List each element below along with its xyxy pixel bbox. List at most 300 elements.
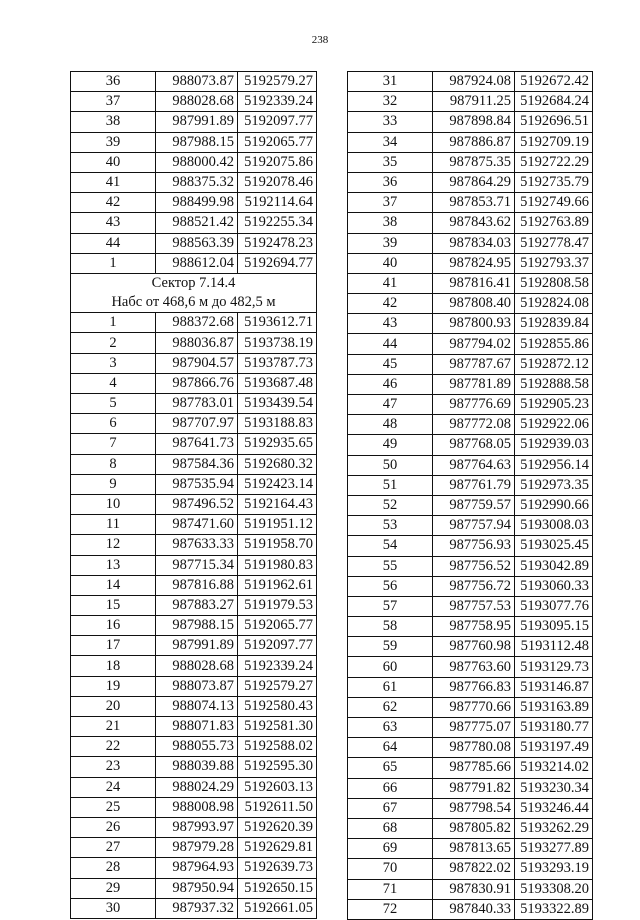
x-coordinate: 987840.33: [433, 899, 515, 919]
table-row: [71, 535, 317, 555]
x-coordinate: 988375.32: [156, 172, 238, 192]
point-number: 58: [348, 617, 433, 637]
y-coordinate: 5192097.77: [238, 112, 317, 132]
point-number: 61: [348, 677, 433, 697]
x-coordinate: 987535.94: [156, 474, 238, 494]
x-coordinate: 988039.88: [156, 757, 238, 777]
point-number: 29: [71, 878, 156, 898]
table-row: [71, 434, 317, 454]
table-row: [71, 394, 317, 414]
y-coordinate: 5192722.29: [515, 152, 593, 172]
table-row: [348, 495, 593, 515]
point-number: 63: [348, 718, 433, 738]
point-number: 41: [348, 273, 433, 293]
x-coordinate: 987816.41: [433, 273, 515, 293]
point-number: 42: [71, 193, 156, 213]
y-coordinate: 5192580.43: [238, 696, 317, 716]
y-coordinate: 5192423.14: [238, 474, 317, 494]
y-coordinate: 5192973.35: [515, 475, 593, 495]
point-number: 7: [71, 434, 156, 454]
y-coordinate: 5193308.20: [515, 879, 593, 899]
y-coordinate: 5192639.73: [238, 858, 317, 878]
x-coordinate: 987783.01: [156, 394, 238, 414]
point-number: 12: [71, 535, 156, 555]
x-coordinate: 987808.40: [433, 294, 515, 314]
point-number: 13: [71, 555, 156, 575]
x-coordinate: 987633.33: [156, 535, 238, 555]
y-coordinate: 5192905.23: [515, 395, 593, 415]
table-row: [71, 92, 317, 112]
x-coordinate: 987822.02: [433, 859, 515, 879]
table-row: [348, 859, 593, 879]
point-number: 16: [71, 616, 156, 636]
y-coordinate: 5193787.73: [238, 353, 317, 373]
point-number: 36: [348, 172, 433, 192]
point-number: 44: [348, 334, 433, 354]
table-row: [348, 354, 593, 374]
x-coordinate: 987715.34: [156, 555, 238, 575]
x-coordinate: 987830.91: [433, 879, 515, 899]
x-coordinate: 987805.82: [433, 818, 515, 838]
table-row: [71, 858, 317, 878]
point-number: 21: [71, 717, 156, 737]
y-coordinate: 5193246.44: [515, 798, 593, 818]
y-coordinate: 5193230.34: [515, 778, 593, 798]
table-row: [348, 435, 593, 455]
point-number: 70: [348, 859, 433, 879]
table-row: [71, 757, 317, 777]
x-coordinate: 987924.08: [433, 72, 515, 92]
point-number: 64: [348, 738, 433, 758]
point-number: 52: [348, 495, 433, 515]
table-row: [71, 213, 317, 233]
y-coordinate: 5192603.13: [238, 777, 317, 797]
y-coordinate: 5192749.66: [515, 193, 593, 213]
table-row: [348, 596, 593, 616]
x-coordinate: 987875.35: [433, 152, 515, 172]
x-coordinate: 987584.36: [156, 454, 238, 474]
x-coordinate: 987772.08: [433, 415, 515, 435]
table-row: [348, 738, 593, 758]
y-coordinate: 5193262.29: [515, 818, 593, 838]
y-coordinate: 5193146.87: [515, 677, 593, 697]
x-coordinate: 987991.89: [156, 636, 238, 656]
right-coordinate-table: [347, 71, 593, 920]
x-coordinate: 987776.69: [433, 395, 515, 415]
y-coordinate: 5192581.30: [238, 717, 317, 737]
y-coordinate: 5193322.89: [515, 899, 593, 919]
point-number: 15: [71, 595, 156, 615]
x-coordinate: 987964.93: [156, 858, 238, 878]
table-row: [348, 839, 593, 859]
point-number: 40: [71, 152, 156, 172]
x-coordinate: 987853.71: [433, 193, 515, 213]
sector-title: Сектор 7.14.4: [71, 273, 317, 293]
x-coordinate: 987787.67: [433, 354, 515, 374]
x-coordinate: 987798.54: [433, 798, 515, 818]
point-number: 9: [71, 474, 156, 494]
point-number: 24: [71, 777, 156, 797]
y-coordinate: 5192855.86: [515, 334, 593, 354]
point-number: 34: [348, 132, 433, 152]
point-number: 26: [71, 817, 156, 837]
point-number: 17: [71, 636, 156, 656]
table-row: [71, 353, 317, 373]
x-coordinate: 988028.68: [156, 92, 238, 112]
y-coordinate: 5192650.15: [238, 878, 317, 898]
table-row: [348, 233, 593, 253]
point-number: 33: [348, 112, 433, 132]
point-number: 19: [71, 676, 156, 696]
table-row: [71, 515, 317, 535]
point-number: 72: [348, 899, 433, 919]
y-coordinate: 5192808.58: [515, 273, 593, 293]
y-coordinate: 5193188.83: [238, 414, 317, 434]
x-coordinate: 987824.95: [433, 253, 515, 273]
y-coordinate: 5193214.02: [515, 758, 593, 778]
y-coordinate: 5191958.70: [238, 535, 317, 555]
y-coordinate: 5192075.86: [238, 152, 317, 172]
x-coordinate: 988372.68: [156, 313, 238, 333]
x-coordinate: 987641.73: [156, 434, 238, 454]
y-coordinate: 5192339.24: [238, 92, 317, 112]
table-row: [348, 92, 593, 112]
x-coordinate: 987761.79: [433, 475, 515, 495]
point-number: 71: [348, 879, 433, 899]
x-coordinate: 987950.94: [156, 878, 238, 898]
point-number: 30: [71, 898, 156, 918]
y-coordinate: 5192579.27: [238, 676, 317, 696]
x-coordinate: 987764.63: [433, 455, 515, 475]
y-coordinate: 5192824.08: [515, 294, 593, 314]
point-number: 49: [348, 435, 433, 455]
y-coordinate: 5192709.19: [515, 132, 593, 152]
point-number: 27: [71, 838, 156, 858]
y-coordinate: 5192793.37: [515, 253, 593, 273]
point-number: 5: [71, 394, 156, 414]
table-row: [348, 677, 593, 697]
y-coordinate: 5192620.39: [238, 817, 317, 837]
y-coordinate: 5192629.81: [238, 838, 317, 858]
y-coordinate: 5191962.61: [238, 575, 317, 595]
table-row: [348, 657, 593, 677]
table-row: [71, 898, 317, 918]
x-coordinate: 987757.53: [433, 596, 515, 616]
y-coordinate: 5192888.58: [515, 374, 593, 394]
sector-subtitle: Набс от 468,6 м до 482,5 м: [71, 293, 317, 313]
y-coordinate: 5193163.89: [515, 697, 593, 717]
y-coordinate: 5192114.64: [238, 193, 317, 213]
table-row: [71, 878, 317, 898]
point-number: 37: [348, 193, 433, 213]
table-row: [71, 414, 317, 434]
point-number: 69: [348, 839, 433, 859]
table-row: [348, 798, 593, 818]
x-coordinate: 988055.73: [156, 737, 238, 757]
x-coordinate: 987883.27: [156, 595, 238, 615]
left-coordinate-table: [70, 71, 317, 919]
y-coordinate: 5191980.83: [238, 555, 317, 575]
x-coordinate: 988563.39: [156, 233, 238, 253]
y-coordinate: 5192078.46: [238, 172, 317, 192]
x-coordinate: 987979.28: [156, 838, 238, 858]
table-row: [348, 314, 593, 334]
table-row: [348, 899, 593, 919]
table-row: [348, 455, 593, 475]
x-coordinate: 987937.32: [156, 898, 238, 918]
point-number: 35: [348, 152, 433, 172]
y-coordinate: 5193060.33: [515, 576, 593, 596]
table-row: [71, 313, 317, 333]
x-coordinate: 987843.62: [433, 213, 515, 233]
x-coordinate: 987775.07: [433, 718, 515, 738]
table-row: [348, 152, 593, 172]
y-coordinate: 5192922.06: [515, 415, 593, 435]
y-coordinate: 5192735.79: [515, 172, 593, 192]
point-number: 48: [348, 415, 433, 435]
table-row: [71, 838, 317, 858]
x-coordinate: 987813.65: [433, 839, 515, 859]
y-coordinate: 5193738.19: [238, 333, 317, 353]
point-number: 51: [348, 475, 433, 495]
x-coordinate: 987763.60: [433, 657, 515, 677]
table-row: [71, 636, 317, 656]
table-row: [348, 879, 593, 899]
table-row: [71, 696, 317, 716]
y-coordinate: 5192696.51: [515, 112, 593, 132]
table-row: [71, 494, 317, 514]
point-number: 2: [71, 333, 156, 353]
x-coordinate: 988071.83: [156, 717, 238, 737]
table-row: [71, 193, 317, 213]
table-row: [348, 193, 593, 213]
point-number: 23: [71, 757, 156, 777]
point-number: 3: [71, 353, 156, 373]
table-row: [348, 637, 593, 657]
table-row: [348, 536, 593, 556]
y-coordinate: 5192694.77: [238, 253, 317, 273]
table-row: [71, 575, 317, 595]
y-coordinate: 5192839.84: [515, 314, 593, 334]
table-row: [348, 718, 593, 738]
point-number: 44: [71, 233, 156, 253]
y-coordinate: 5193197.49: [515, 738, 593, 758]
y-coordinate: 5193077.76: [515, 596, 593, 616]
table-row: [71, 737, 317, 757]
table-row: [71, 616, 317, 636]
y-coordinate: 5193025.45: [515, 536, 593, 556]
y-coordinate: 5192684.24: [515, 92, 593, 112]
point-number: 47: [348, 395, 433, 415]
x-coordinate: 988036.87: [156, 333, 238, 353]
point-number: 43: [348, 314, 433, 334]
point-number: 36: [71, 72, 156, 92]
point-number: 10: [71, 494, 156, 514]
y-coordinate: 5193687.48: [238, 373, 317, 393]
x-coordinate: 987864.29: [433, 172, 515, 192]
x-coordinate: 987991.89: [156, 112, 238, 132]
y-coordinate: 5192872.12: [515, 354, 593, 374]
table-row: [348, 697, 593, 717]
table-row: [71, 797, 317, 817]
table-row: [71, 132, 317, 152]
table-row: [348, 294, 593, 314]
point-number: 41: [71, 172, 156, 192]
y-coordinate: 5192939.03: [515, 435, 593, 455]
y-coordinate: 5192763.89: [515, 213, 593, 233]
point-number: 56: [348, 576, 433, 596]
table-row: [348, 758, 593, 778]
y-coordinate: 5193042.89: [515, 556, 593, 576]
y-coordinate: 5192255.34: [238, 213, 317, 233]
y-coordinate: 5192065.77: [238, 616, 317, 636]
y-coordinate: 5192478.23: [238, 233, 317, 253]
x-coordinate: 988073.87: [156, 676, 238, 696]
point-number: 32: [348, 92, 433, 112]
y-coordinate: 5192935.65: [238, 434, 317, 454]
point-number: 66: [348, 778, 433, 798]
x-coordinate: 987904.57: [156, 353, 238, 373]
x-coordinate: 987800.93: [433, 314, 515, 334]
y-coordinate: 5193612.71: [238, 313, 317, 333]
point-number: 60: [348, 657, 433, 677]
table-row: [348, 172, 593, 192]
point-number: 11: [71, 515, 156, 535]
table-row: [348, 112, 593, 132]
table-row: [71, 777, 317, 797]
x-coordinate: 987988.15: [156, 132, 238, 152]
x-coordinate: 988028.68: [156, 656, 238, 676]
x-coordinate: 987756.52: [433, 556, 515, 576]
table-row: [348, 132, 593, 152]
y-coordinate: 5193277.89: [515, 839, 593, 859]
y-coordinate: 5193439.54: [238, 394, 317, 414]
x-coordinate: 988074.13: [156, 696, 238, 716]
x-coordinate: 987791.82: [433, 778, 515, 798]
x-coordinate: 987756.93: [433, 536, 515, 556]
table-row: [71, 293, 317, 313]
point-number: 8: [71, 454, 156, 474]
table-row: [71, 152, 317, 172]
y-coordinate: 5192990.66: [515, 495, 593, 515]
x-coordinate: 987759.57: [433, 495, 515, 515]
y-coordinate: 5192680.32: [238, 454, 317, 474]
point-number: 38: [71, 112, 156, 132]
y-coordinate: 5192778.47: [515, 233, 593, 253]
table-row: [348, 475, 593, 495]
x-coordinate: 987707.97: [156, 414, 238, 434]
point-number: 18: [71, 656, 156, 676]
point-number: 31: [348, 72, 433, 92]
point-number: 39: [71, 132, 156, 152]
point-number: 38: [348, 213, 433, 233]
point-number: 1: [71, 313, 156, 333]
table-row: [348, 334, 593, 354]
y-coordinate: 5193095.15: [515, 617, 593, 637]
table-row: [71, 373, 317, 393]
y-coordinate: 5192164.43: [238, 494, 317, 514]
point-number: 37: [71, 92, 156, 112]
point-number: 45: [348, 354, 433, 374]
point-number: 57: [348, 596, 433, 616]
x-coordinate: 988612.04: [156, 253, 238, 273]
y-coordinate: 5191979.53: [238, 595, 317, 615]
x-coordinate: 987758.95: [433, 617, 515, 637]
point-number: 6: [71, 414, 156, 434]
x-coordinate: 987911.25: [433, 92, 515, 112]
table-row: [348, 818, 593, 838]
point-number: 67: [348, 798, 433, 818]
y-coordinate: 5192097.77: [238, 636, 317, 656]
point-number: 46: [348, 374, 433, 394]
y-coordinate: 5193008.03: [515, 516, 593, 536]
x-coordinate: 988521.42: [156, 213, 238, 233]
x-coordinate: 987496.52: [156, 494, 238, 514]
x-coordinate: 987760.98: [433, 637, 515, 657]
table-row: [348, 576, 593, 596]
table-row: [71, 454, 317, 474]
point-number: 53: [348, 516, 433, 536]
table-row: [348, 273, 593, 293]
y-coordinate: 5193129.73: [515, 657, 593, 677]
x-coordinate: 987993.97: [156, 817, 238, 837]
x-coordinate: 988000.42: [156, 152, 238, 172]
table-row: [71, 817, 317, 837]
table-row: [71, 72, 317, 92]
point-number: 50: [348, 455, 433, 475]
table-row: [71, 555, 317, 575]
x-coordinate: 987886.87: [433, 132, 515, 152]
table-row: [71, 474, 317, 494]
page-number: 238: [311, 34, 329, 46]
point-number: 55: [348, 556, 433, 576]
x-coordinate: 987768.05: [433, 435, 515, 455]
table-row: [348, 617, 593, 637]
x-coordinate: 987988.15: [156, 616, 238, 636]
x-coordinate: 987866.76: [156, 373, 238, 393]
table-row: [348, 556, 593, 576]
y-coordinate: 5192579.27: [238, 72, 317, 92]
y-coordinate: 5193293.19: [515, 859, 593, 879]
x-coordinate: 987766.83: [433, 677, 515, 697]
y-coordinate: 5193180.77: [515, 718, 593, 738]
point-number: 62: [348, 697, 433, 717]
x-coordinate: 987780.08: [433, 738, 515, 758]
y-coordinate: 5191951.12: [238, 515, 317, 535]
point-number: 68: [348, 818, 433, 838]
point-number: 42: [348, 294, 433, 314]
y-coordinate: 5192661.05: [238, 898, 317, 918]
table-row: [71, 253, 317, 273]
x-coordinate: 987757.94: [433, 516, 515, 536]
point-number: 39: [348, 233, 433, 253]
point-number: 28: [71, 858, 156, 878]
x-coordinate: 987794.02: [433, 334, 515, 354]
table-row: [71, 273, 317, 293]
x-coordinate: 987756.72: [433, 576, 515, 596]
table-row: [71, 717, 317, 737]
y-coordinate: 5192065.77: [238, 132, 317, 152]
table-row: [348, 516, 593, 536]
point-number: 65: [348, 758, 433, 778]
point-number: 25: [71, 797, 156, 817]
x-coordinate: 987781.89: [433, 374, 515, 394]
point-number: 14: [71, 575, 156, 595]
table-row: [348, 395, 593, 415]
table-row: [71, 112, 317, 132]
x-coordinate: 987898.84: [433, 112, 515, 132]
table-row: [348, 415, 593, 435]
